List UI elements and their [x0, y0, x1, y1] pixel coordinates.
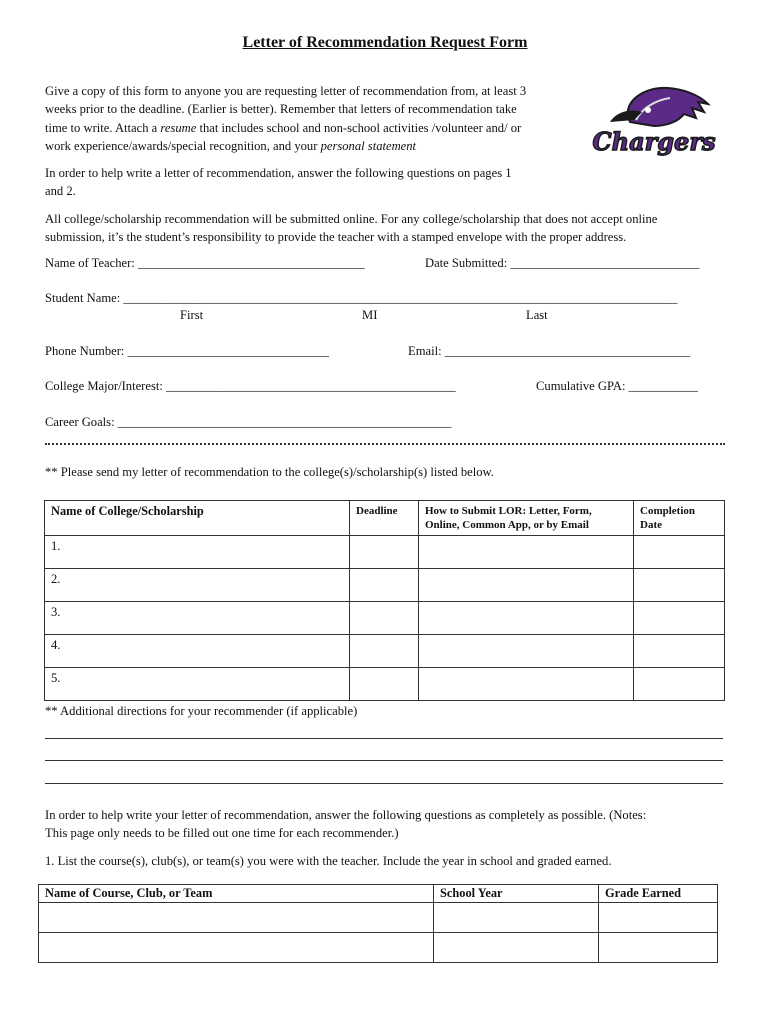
completion-cell[interactable]	[634, 668, 725, 701]
intro-paragraph	[45, 82, 526, 155]
intro-emphasis: resume	[160, 120, 197, 135]
student-name-field[interactable]: Student Name: ________________________________________________________________________________________	[45, 291, 678, 305]
college-major-field[interactable]: College Major/Interest: ______________________________________________	[45, 379, 456, 393]
submission-paragraph	[45, 210, 657, 247]
deadline-cell[interactable]	[350, 635, 419, 668]
instruction-paragraph	[45, 164, 512, 201]
header-line: Online, Common App, or by Email	[425, 519, 589, 531]
intro-emphasis: personal statement	[320, 138, 417, 153]
middle-initial-label: MI	[362, 308, 378, 322]
phone-number-field[interactable]: Phone Number: ________________________________	[45, 344, 330, 358]
submit-method-cell[interactable]	[419, 602, 634, 635]
completion-cell[interactable]	[634, 536, 725, 569]
email-field[interactable]: Email: _______________________________________	[408, 344, 691, 358]
intro-line	[45, 119, 526, 137]
deadline-cell[interactable]	[350, 569, 419, 602]
course-cell[interactable]	[39, 933, 434, 963]
how-to-submit-header	[419, 501, 634, 536]
intro-text: time to write. Attach a	[45, 120, 161, 135]
instruction-line: and 2.	[45, 184, 76, 199]
row-number[interactable]: 5.	[45, 668, 350, 701]
chargers-logo	[590, 82, 718, 166]
directions-line[interactable]	[45, 738, 723, 739]
header-line: Date	[640, 519, 662, 531]
grade-cell[interactable]	[599, 933, 718, 963]
submission-line: submission, it’s the student’s responsibility to provide the teacher with a stamped envelope with the proper address.	[45, 230, 627, 245]
additional-directions-label: ** Additional directions for your recommender (if applicable)	[45, 704, 358, 718]
date-submitted-field[interactable]: Date Submitted: ______________________________	[425, 256, 700, 270]
completion-cell[interactable]	[634, 602, 725, 635]
intro-line	[45, 137, 526, 155]
school-year-header: School Year	[434, 885, 599, 903]
help-paragraph	[45, 806, 646, 843]
grade-cell[interactable]	[599, 903, 718, 933]
completion-cell[interactable]	[634, 635, 725, 668]
send-note: ** Please send my letter of recommendation to the college(s)/scholarship(s) listed below.	[45, 465, 494, 479]
table-row	[39, 903, 718, 933]
career-goals-field[interactable]: Career Goals: _____________________________________________________	[45, 415, 452, 429]
submit-method-cell[interactable]	[419, 635, 634, 668]
intro-text: work experience/awards/special recognition, and your	[45, 138, 321, 153]
table-row	[45, 569, 725, 602]
gpa-field[interactable]: Cumulative GPA: ___________	[536, 379, 698, 393]
row-number[interactable]: 2.	[45, 569, 350, 602]
table-row	[45, 536, 725, 569]
deadline-cell[interactable]	[350, 602, 419, 635]
course-cell[interactable]	[39, 903, 434, 933]
directions-line[interactable]	[45, 760, 723, 761]
submit-method-cell[interactable]	[419, 536, 634, 569]
year-cell[interactable]	[434, 903, 599, 933]
deadline-cell[interactable]	[350, 668, 419, 701]
header-line: How to Submit LOR: Letter, Form,	[425, 505, 592, 517]
table-row	[45, 602, 725, 635]
row-number[interactable]: 1.	[45, 536, 350, 569]
table-header-row	[39, 885, 718, 903]
row-number[interactable]: 3.	[45, 602, 350, 635]
first-name-label: First	[180, 308, 204, 322]
course-name-header: Name of Course, Club, or Team	[39, 885, 434, 903]
table-header-row	[45, 501, 725, 536]
deadline-header: Deadline	[350, 501, 419, 536]
last-name-label: Last	[526, 308, 548, 322]
help-line: In order to help write your letter of recommendation, answer the following questions as completely as possible. (Notes:	[45, 808, 647, 822]
page-title: Letter of Recommendation Request Form	[242, 34, 528, 51]
course-table	[38, 884, 718, 963]
directions-line[interactable]	[45, 783, 723, 784]
instruction-line: In order to help write a letter of recommendation, answer the following questions on pages 1	[45, 166, 512, 180]
teacher-name-field[interactable]: Name of Teacher: ____________________________________	[45, 256, 365, 270]
row-number[interactable]: 4.	[45, 635, 350, 668]
intro-line: Give a copy of this form to anyone you are requesting letter of recommendation from, at least 3	[45, 84, 527, 98]
section-divider	[45, 443, 725, 445]
table-row	[45, 635, 725, 668]
deadline-cell[interactable]	[350, 536, 419, 569]
completion-date-header	[634, 501, 725, 536]
submit-method-cell[interactable]	[419, 569, 634, 602]
table-row	[45, 668, 725, 701]
intro-text: that includes school and non-school activities /volunteer and/ or	[196, 120, 522, 135]
help-line: This page only needs to be filled out one time for each recommender.)	[45, 826, 399, 841]
college-name-header: Name of College/Scholarship	[45, 501, 350, 536]
grade-earned-header: Grade Earned	[599, 885, 718, 903]
year-cell[interactable]	[434, 933, 599, 963]
table-row	[39, 933, 718, 963]
college-table	[44, 500, 725, 701]
header-line: Completion	[640, 505, 695, 517]
completion-cell[interactable]	[634, 569, 725, 602]
submission-line: All college/scholarship recommendation will be submitted online. For any college/scholarship that does not accept online	[45, 212, 658, 226]
question-1: 1. List the course(s), club(s), or team(s) you were with the teacher. Include the year in school and graded earned.	[45, 854, 612, 868]
logo-text: Chargers	[592, 127, 716, 156]
intro-line: weeks prior to the deadline. (Earlier is better). Remember that letters of recommendation take	[45, 102, 517, 117]
submit-method-cell[interactable]	[419, 668, 634, 701]
